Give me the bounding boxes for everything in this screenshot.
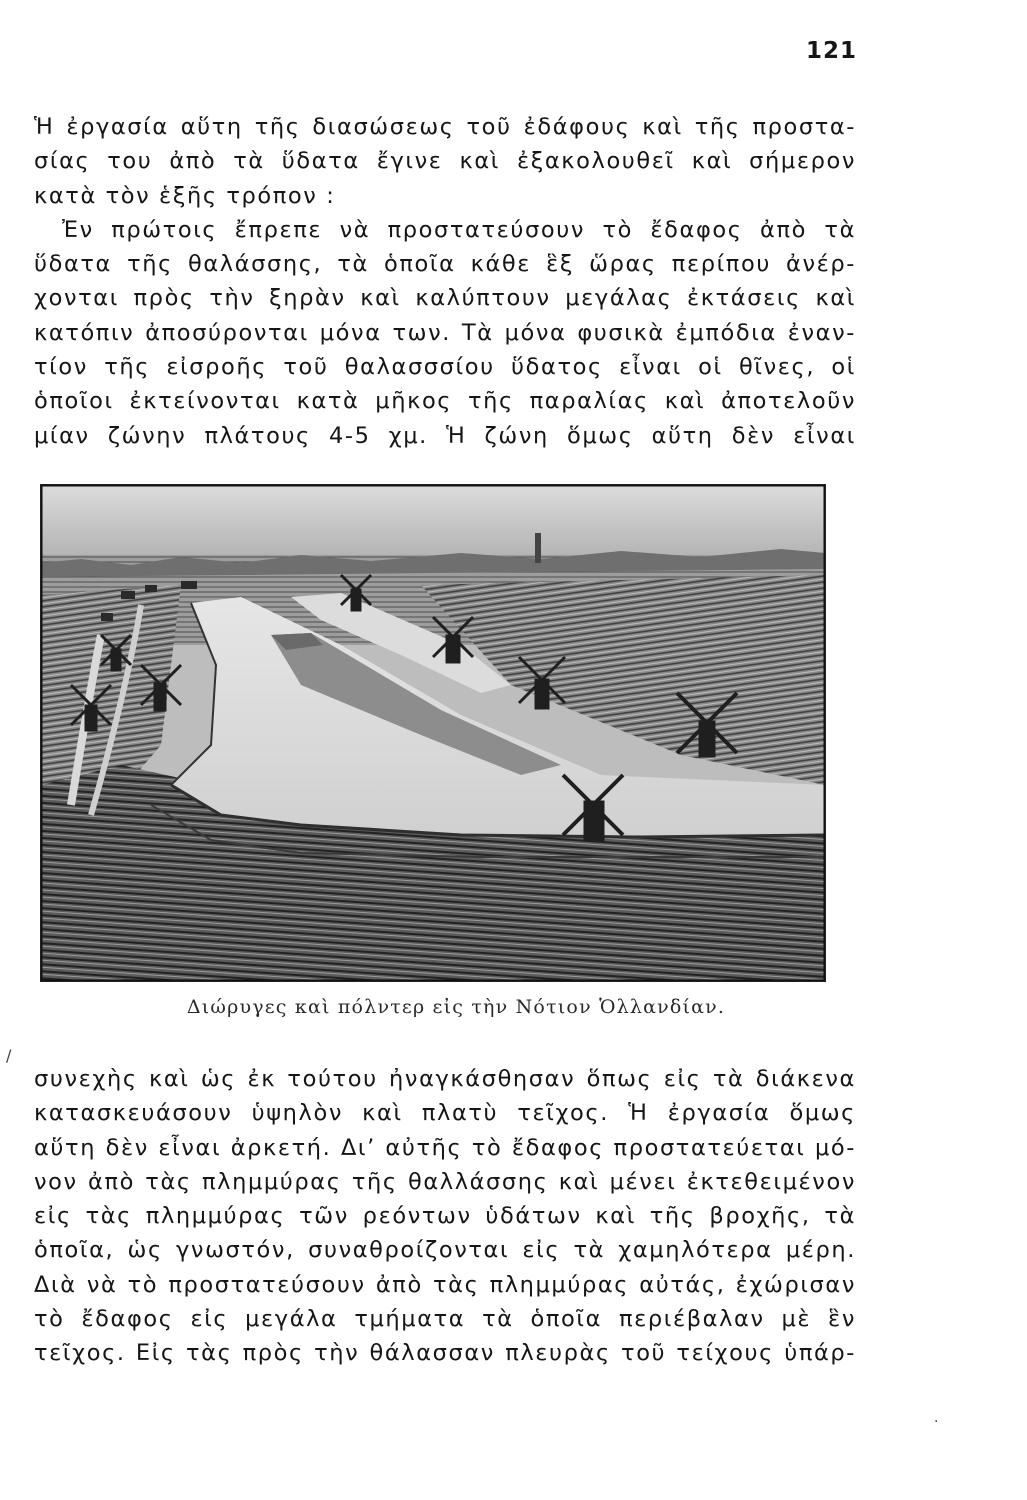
text-line: ὁποῖοι ἐκτείνονται κατὰ μῆκος τῆς παραλίας καὶ ἀποτελοῦν — [34, 388, 856, 415]
text-line: κατασκευάσουν ὑψηλὸν καὶ πλατὺ τεῖχος. Ἡ ἐργασία ὅμως — [34, 1100, 856, 1127]
text-line: Διὰ νὰ τὸ προστατεύσουν ἀπὸ τὰς πλημμύρας αὐτάς, ἐχώρισαν — [34, 1271, 856, 1298]
text-line: κατὰ τὸν ἑξῆς τρόπον : — [34, 182, 336, 209]
scan-artifact-mark: / — [6, 1046, 12, 1065]
text-line: σίας του ἀπὸ τὰ ὕδατα ἔγινε καὶ ἐξακολουθεῖ καὶ σήμερον — [34, 148, 856, 175]
text-line: νον ἀπὸ τὰς πλημμύρας τῆς θαλλάσσης καὶ μένει ἐκτεθειμένον — [34, 1168, 856, 1195]
text-line: χονται πρὸς τὴν ξηρὰν καὶ καλύπτουν μεγάλας ἐκτάσεις καὶ — [34, 285, 856, 312]
text-line: Ἐν πρώτοις ἔπρεπε νὰ προστατεύσουν τὸ ἔδαφος ἀπὸ τὰ — [62, 216, 856, 243]
page-number: 121 — [806, 38, 858, 64]
text-line: συνεχὴς καὶ ὡς ἐκ τούτου ἠναγκάσθησαν ὅπως εἰς τὰ διάκενα — [34, 1066, 856, 1092]
text-line: ὁποῖα, ὡς γνωστόν, συναθροίζονται εἰς τὰ χαμηλότερα μέρη. — [34, 1237, 856, 1264]
aerial-photo-polders — [40, 484, 826, 982]
text-line: κατόπιν ἀποσύρονται μόνα των. Τὰ μόνα φυσικὰ ἐμπόδια ἐναν- — [34, 319, 856, 346]
paragraph-bottom — [34, 1062, 856, 1371]
text-line: τὸ ἔδαφος εἰς μεγάλα τμήματα τὰ ὁποῖα περιέβαλαν μὲ ἓν — [34, 1306, 856, 1333]
text-line: ὕδατα τῆς θαλάσσης, τὰ ὁποῖα κάθε ἓξ ὥρας περίπου ἀνέρ- — [34, 251, 856, 278]
text-line: εἰς τὰς πλημμύρας τῶν ρεόντων ὑδάτων καὶ τῆς βροχῆς, τὰ — [34, 1203, 856, 1230]
scan-artifact-dot: · — [934, 1414, 939, 1430]
text-line: μίαν ζώνην πλάτους 4-5 χμ. Ἡ ζώνη ὅμως αὕτη δὲν εἶναι — [34, 422, 856, 449]
text-line: αὕτη δὲν εἶναι ἀρκετή. Δι’ αὐτῆς τὸ ἔδαφος προστατεύεται μό- — [34, 1134, 856, 1161]
text-line: τίον τῆς εἰσροῆς τοῦ θαλασσσίου ὕδατος εἶναι οἱ θῖνες, οἱ — [34, 354, 856, 381]
text-line: Ἡ ἐργασία αὕτη τῆς διασώσεως τοῦ ἐδάφους καὶ τῆς προστα- — [34, 114, 856, 140]
text-line: τεῖχος. Εἰς τὰς πρὸς τὴν θάλασσαν πλευρὰς τοῦ τείχους ὑπάρ- — [34, 1340, 856, 1367]
paragraph-top — [34, 110, 856, 453]
figure-caption: Διώρυγες καὶ πόλντερ εἰς τὴν Νότιον Ὁλλανδίαν. — [186, 996, 726, 1018]
